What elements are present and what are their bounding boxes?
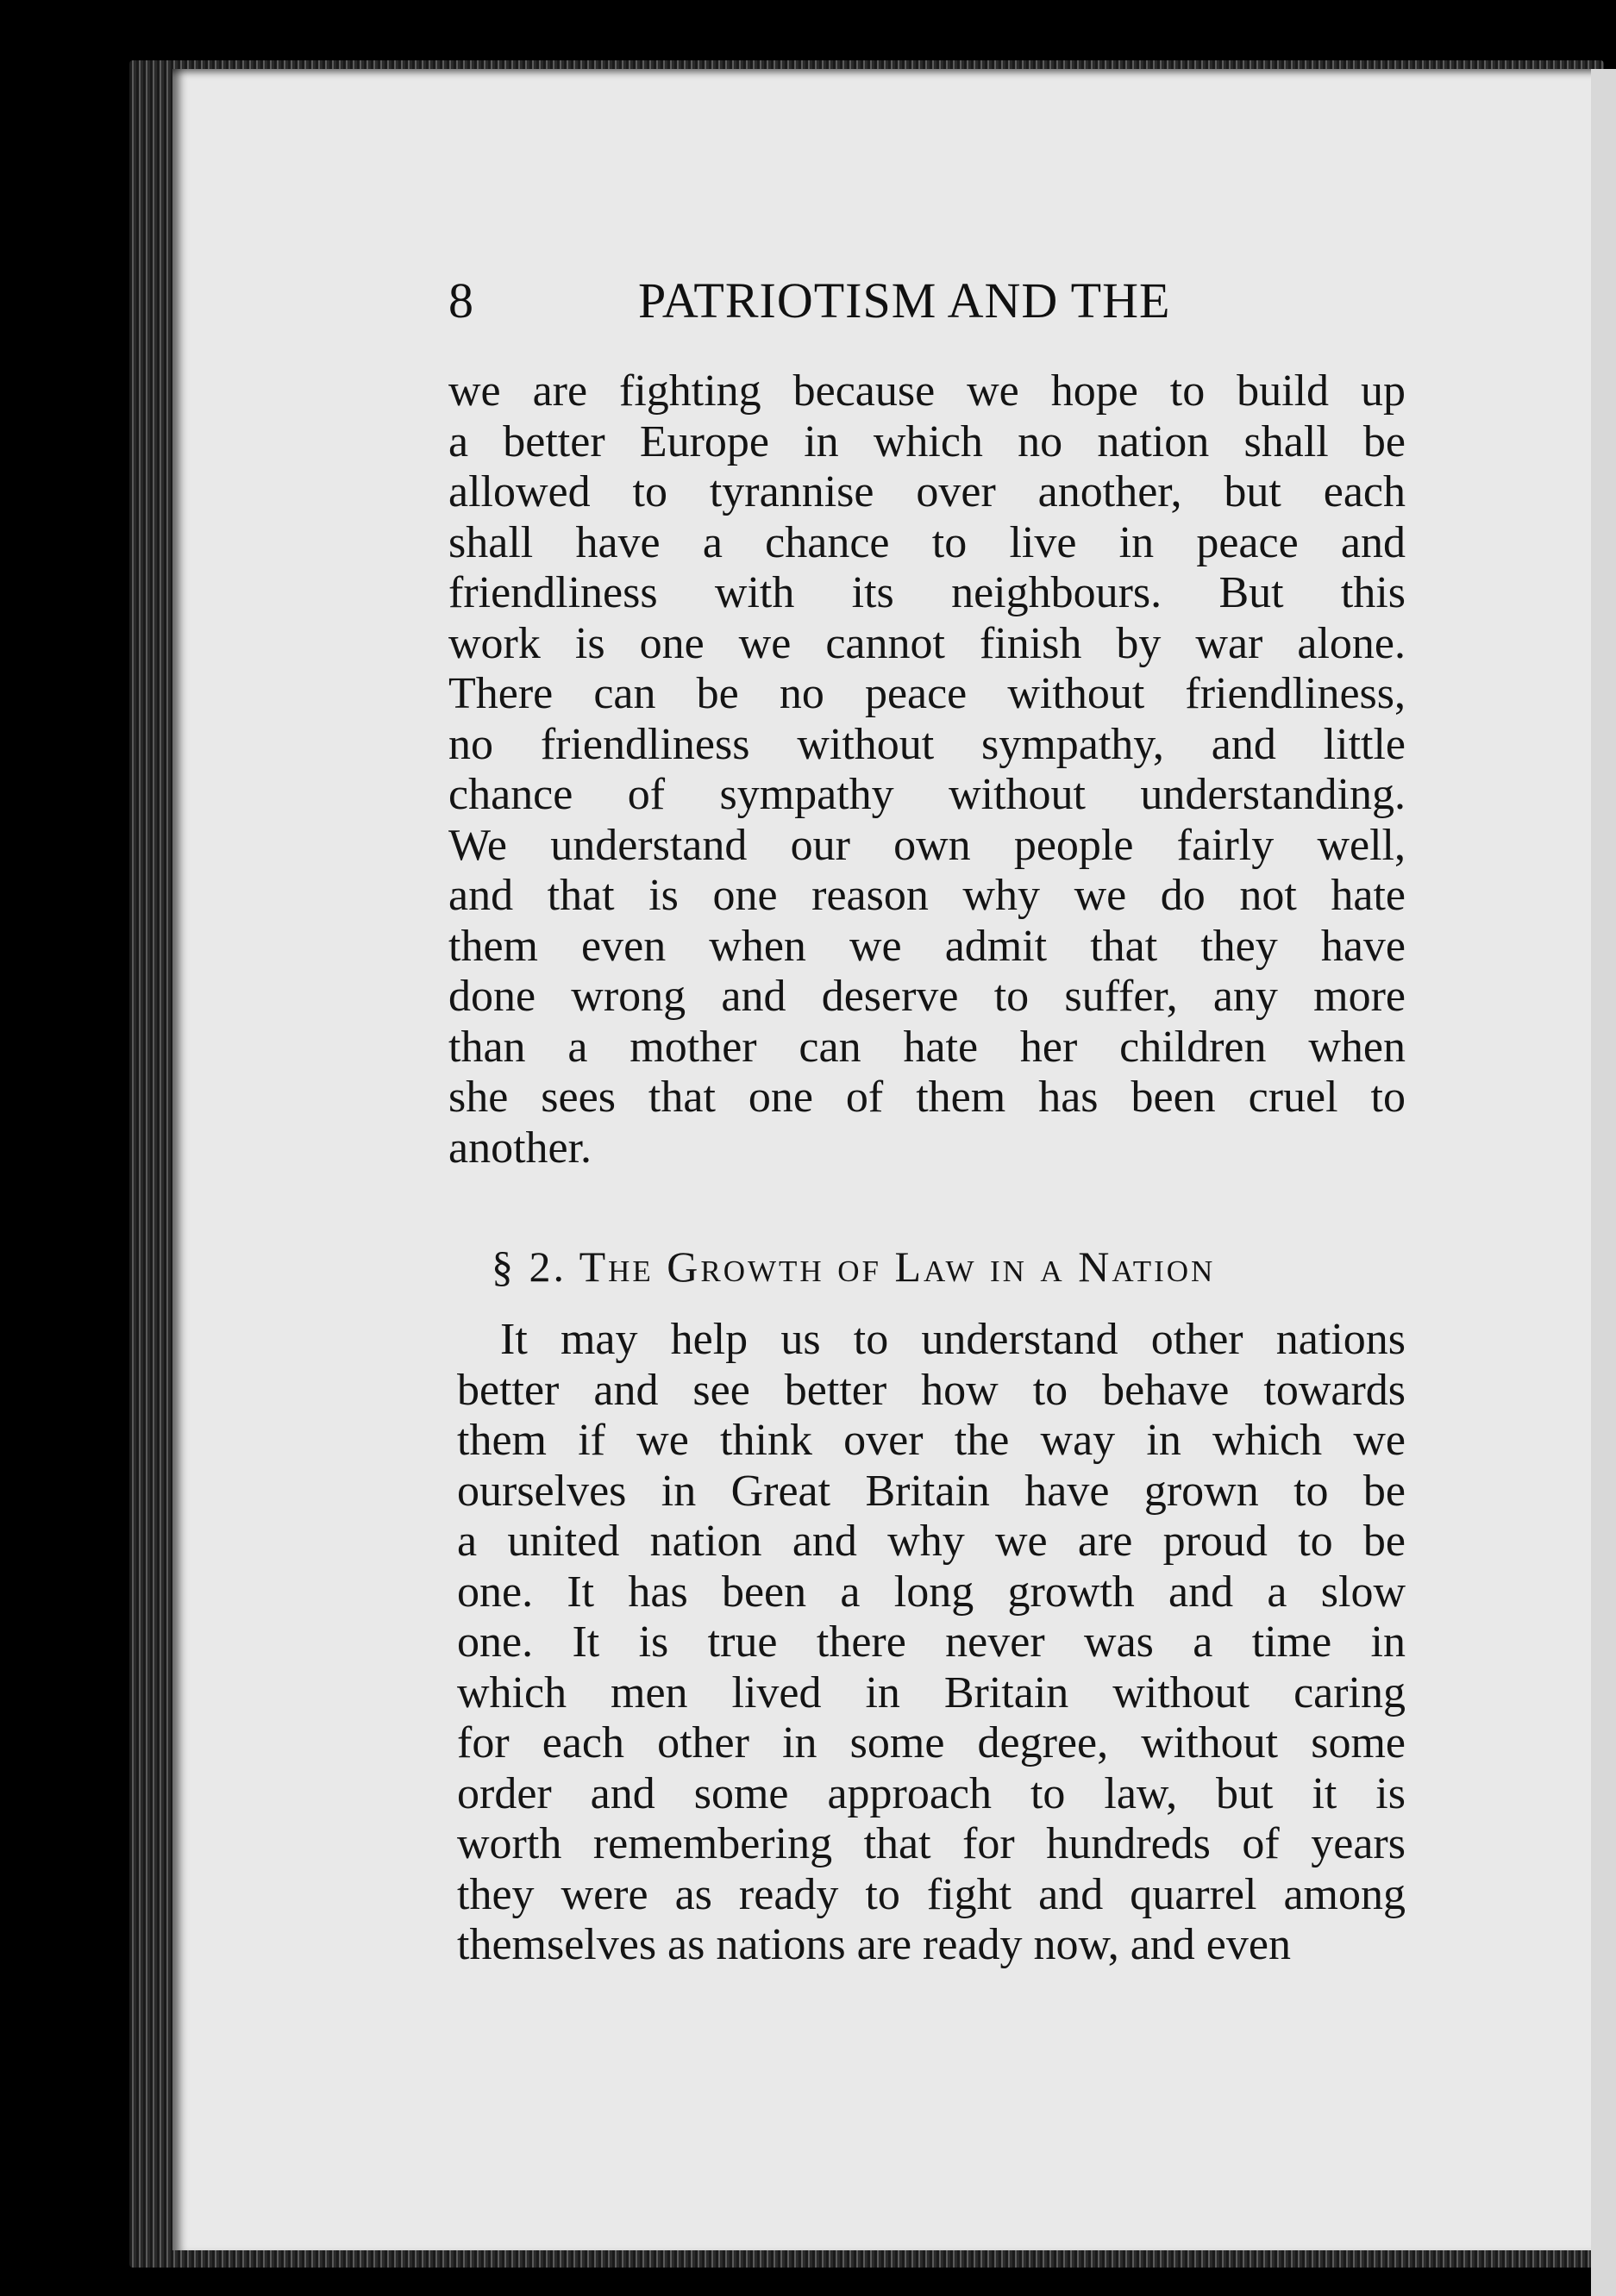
text-line: and that is one reason why we do not hate	[448, 871, 1406, 920]
text-line: It may help us to understand other nations	[500, 1315, 1406, 1364]
section-heading: § 2. The Growth of Law in a Nation	[492, 1242, 1216, 1291]
text-line: one. It has been a long growth and a slow	[457, 1567, 1406, 1617]
text-line: done wrong and deserve to suffer, any more	[448, 972, 1406, 1021]
text-line: them if we think over the way in which we	[457, 1416, 1406, 1465]
text-line: ourselves in Great Britain have grown to be	[457, 1466, 1406, 1516]
text-line: themselves as nations are ready now, and even	[457, 1920, 1291, 1969]
running-head: PATRIOTISM AND THE	[638, 272, 1171, 328]
text-line: chance of sympathy without understanding.	[448, 770, 1406, 819]
text-line: which men lived in Britain without caring	[457, 1667, 1406, 1717]
paragraph-1	[448, 366, 1406, 1173]
text-line: friendliness with its neighbours. But this	[448, 568, 1406, 617]
text-line: another.	[448, 1123, 592, 1173]
facing-page-edge	[1591, 69, 1616, 2296]
text-line: work is one we cannot finish by war alone.	[448, 618, 1406, 668]
page-number: 8	[448, 272, 474, 328]
text-line: we are fighting because we hope to build up	[448, 366, 1406, 416]
text-line: them even when we admit that they have	[448, 921, 1406, 971]
text-line: a better Europe in which no nation shall be	[448, 416, 1406, 466]
text-line: no friendliness without sympathy, and little	[448, 719, 1406, 769]
text-line: shall have a chance to live in peace and	[448, 517, 1406, 567]
text-line: for each other in some degree, without some	[457, 1718, 1406, 1767]
text-line: allowed to tyrannise over another, but each	[448, 467, 1406, 516]
text-line: order and some approach to law, but it is	[457, 1768, 1406, 1818]
text-line: We understand our own people fairly well,	[448, 820, 1406, 870]
text-line: worth remembering that for hundreds of years	[457, 1819, 1406, 1868]
page-header	[448, 263, 1423, 341]
text-line: she sees that one of them has been cruel to	[448, 1073, 1406, 1122]
paragraph-2	[457, 1315, 1406, 1971]
text-line: they were as ready to fight and quarrel among	[457, 1869, 1406, 1919]
text-line: better and see better how to behave towards	[457, 1365, 1406, 1415]
text-line: one. It is true there never was a time in	[457, 1617, 1406, 1667]
text-line: a united nation and why we are proud to be	[457, 1517, 1406, 1566]
text-line: There can be no peace without friendliness,	[448, 669, 1406, 718]
text-line: than a mother can hate her children when	[448, 1022, 1406, 1072]
